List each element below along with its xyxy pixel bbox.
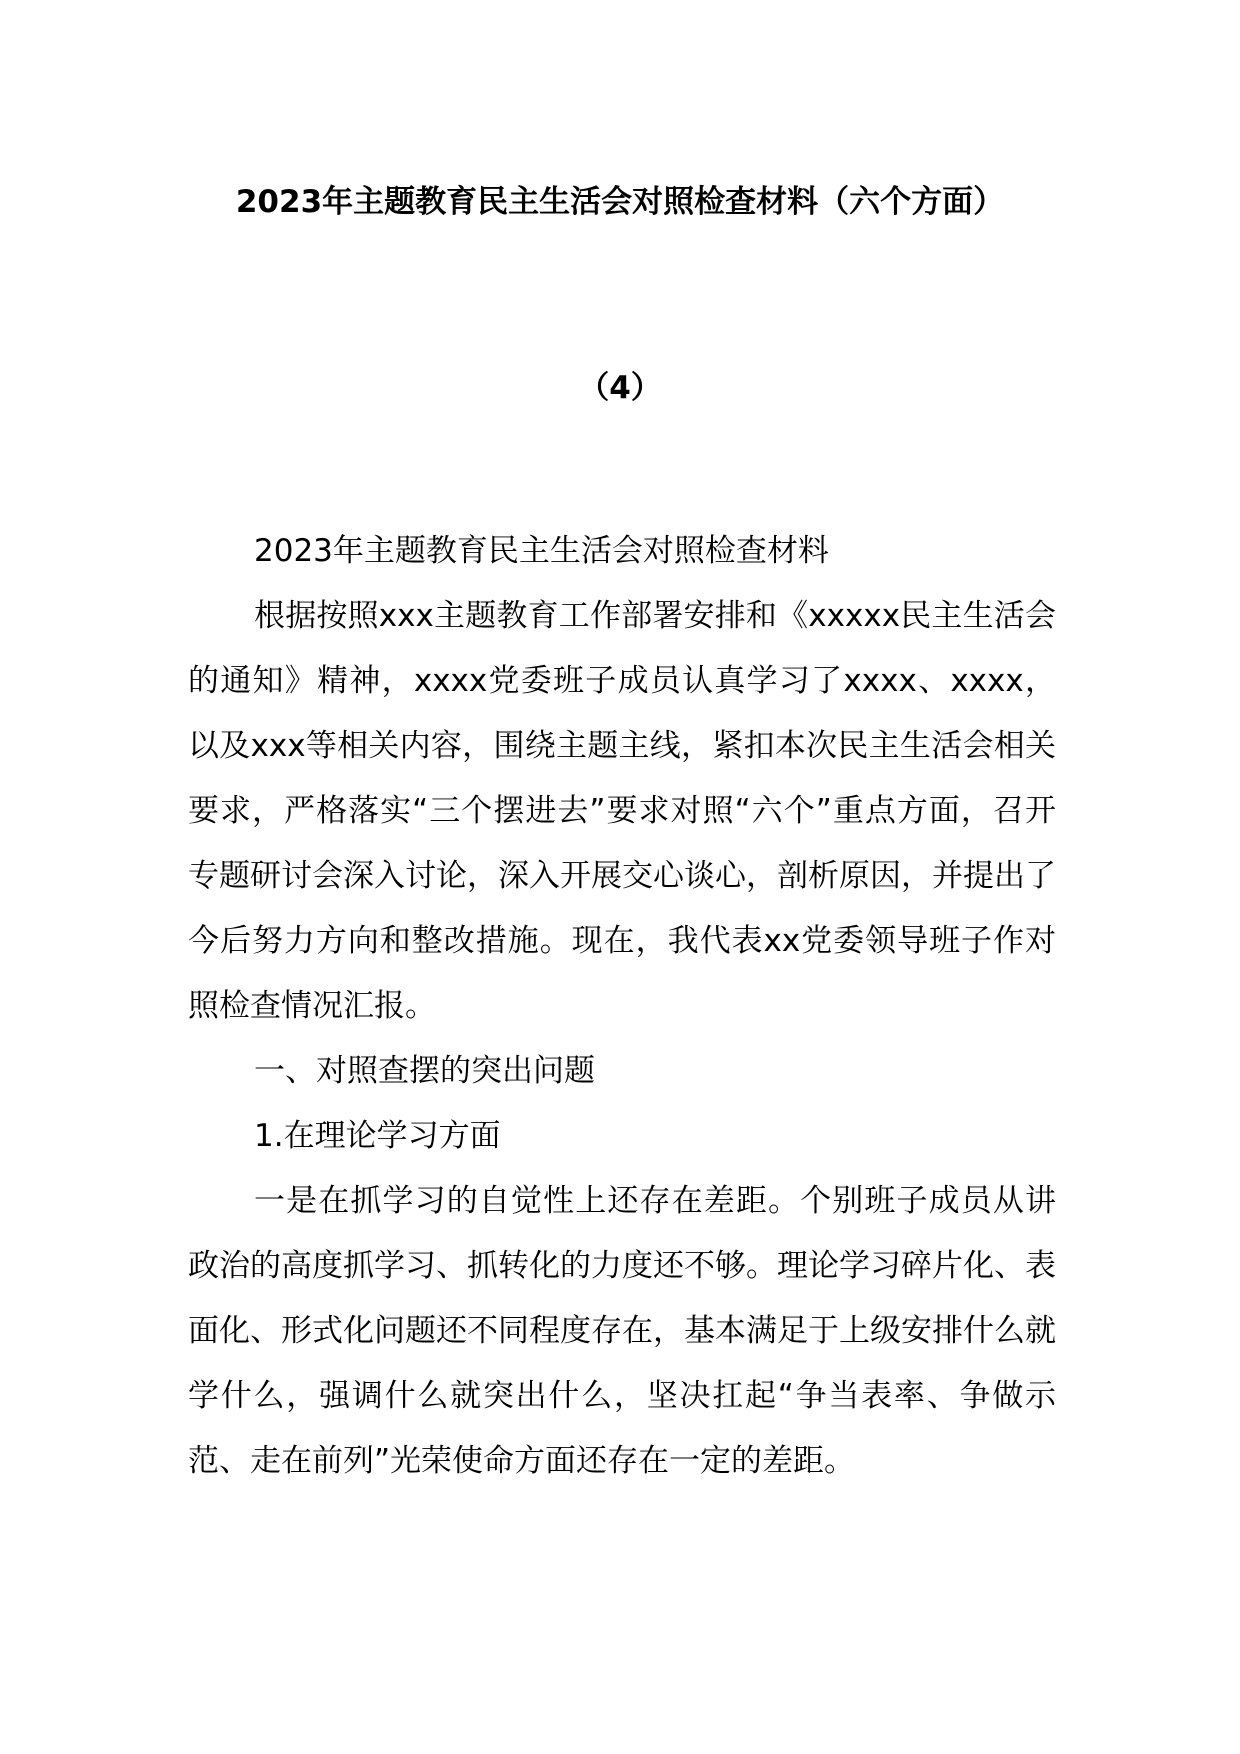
document-body xyxy=(188,519,1056,1494)
paragraph-issue-one: 一是在抓学习的自觉性上还存在差距。个别班子成员从讲政治的高度抓学习、抓转化的力度还不够。理论学习碎片化、表面化、形式化问题还不同程度存在，基本满足于上级安排什么就学什么，强调什么就突出什么，坚决扛起“争当表率、争做示范、走在前列”光荣使命方面还存在一定的差距。 xyxy=(188,1183,1056,1479)
paragraph-intro: 根据按照xxx主题教育工作部署安排和《xxxxx民主生活会的通知》精神，xxxx党委班子成员认真学习了xxxx、xxxx，以及xxx等相关内容，围绕主题主线，紧扣本次民主生活会相关要求，严格落实“三个摆进去”要求对照“六个”重点方面，召开专题研讨会深入讨论，深入开展交心谈心，剖析原因，并提出了今后努力方向和整改措施。现在，我代表xx党委领导班子作对照检查情况汇报。 xyxy=(188,598,1056,1024)
document-title: 2023年主题教育民主生活会对照检查材料（六个方面） xyxy=(235,184,1005,220)
subsection-heading: 1.在理论学习方面 xyxy=(254,1118,501,1154)
document-title-suffix: （4） xyxy=(578,370,662,406)
paragraph-subtitle: 2023年主题教育民主生活会对照检查材料 xyxy=(254,533,829,569)
section-heading: 一、对照查摆的突出问题 xyxy=(254,1053,595,1089)
